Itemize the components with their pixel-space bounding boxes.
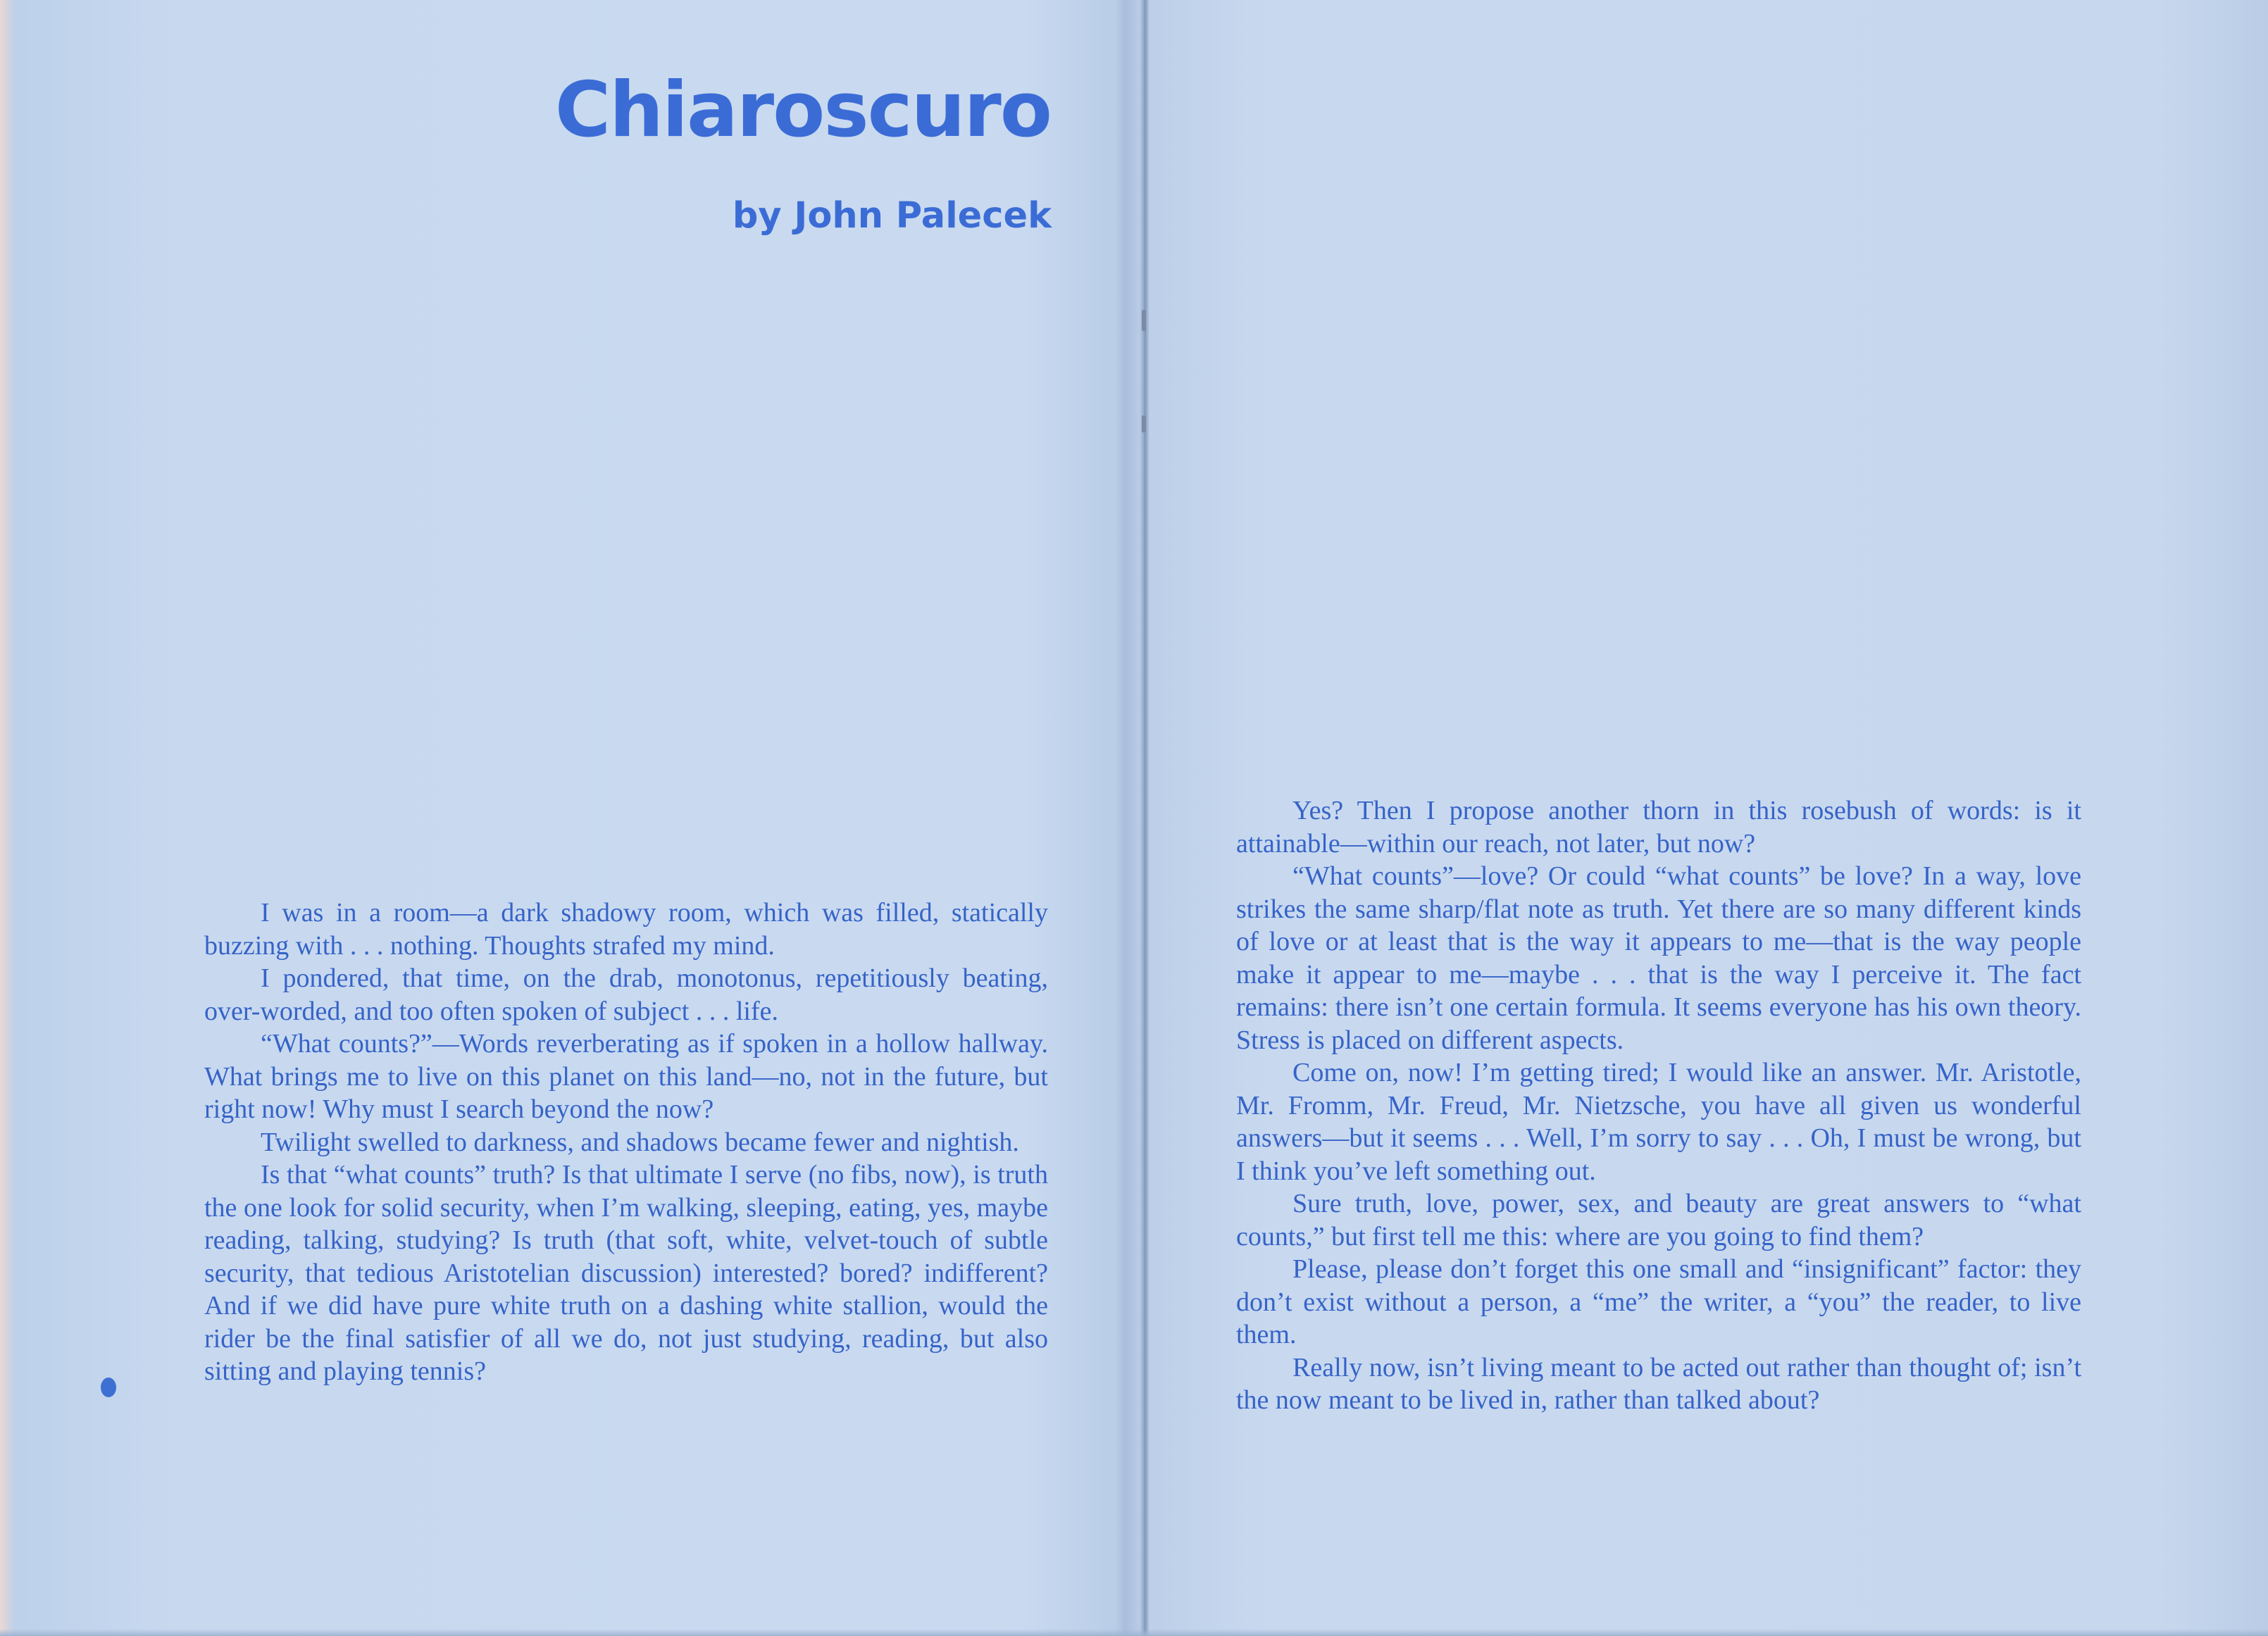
story-title: Chiaroscuro bbox=[554, 66, 1051, 154]
right-page-text bbox=[1236, 794, 2081, 1417]
paragraph: I pondered, that time, on the drab, monotonus, repetitiously beating, over-worded, and too often spoken of subject . . . life. bbox=[204, 963, 1048, 1026]
paragraph: Please, please don’t forget this one small and “insignificant” factor: they don’t exist without a person, a “me” the writer, a “you” the reader, to live them. bbox=[1236, 1254, 2081, 1349]
story-byline: by John Palecek bbox=[732, 195, 1052, 237]
staple bbox=[1142, 310, 1146, 331]
ink-blot bbox=[101, 1378, 116, 1397]
paragraph: Is that “what counts” truth? Is that ultimate I serve (no fibs, now), is truth the one look for solid security, when I’m walking, sleeping, eating, yes, maybe reading, talking, studying? Is truth (that soft, white, velvet-touch of subtle security, that tedious Aristotelian discussion) interested? bored? indifferent? And if we did have pure white truth on a dashing white stallion, would the rider be the final satisfier of all we do, not just studying, reading, but also sitting and playing tennis? bbox=[204, 1160, 1048, 1386]
paragraph: Yes? Then I propose another thorn in this rosebush of words: is it attainable—within our reach, not later, but now? bbox=[1236, 796, 2081, 858]
paragraph: “What counts?”—Words reverberating as if spoken in a hollow hallway. What brings me to live on this planet on this land—no, not in the future, but right now! Why must I search beyond the now? bbox=[204, 1029, 1048, 1124]
paragraph: Twilight swelled to darkness, and shadows became fewer and nightish. bbox=[261, 1127, 1019, 1157]
page-edge bbox=[0, 0, 15, 1636]
paragraph: “What counts”—love? Or could “what counts” be love? In a way, love strikes the same sharp/flat note as truth. Yet there are so many different kinds of love or at least that is the way it appears to me—that is the way people make it appear to me—maybe . . . that is the way I perceive it. The fact remains: there isn’t one certain formula. It seems everyone has his own theory. Stress is placed on different aspects. bbox=[1236, 861, 2081, 1055]
paragraph: Come on, now! I’m getting tired; I would like an answer. Mr. Aristotle, Mr. Fromm, Mr. Freud, Mr. Nietzsche, you have all given us wonderful answers—but it seems . . . Well, I’m sorry to say . . . Oh, I must be wrong, but I think you’ve left something out. bbox=[1236, 1058, 2081, 1186]
paragraph: I was in a room—a dark shadowy room, which was filled, statically buzzing with . . . nothing. Thoughts strafed my mind. bbox=[204, 898, 1048, 961]
paragraph: Sure truth, love, power, sex, and beauty are great answers to “what counts,” but first tell me this: where are you going to find them? bbox=[1236, 1189, 2081, 1251]
left-page-text bbox=[204, 897, 1048, 1388]
page-bottom-edge bbox=[0, 1629, 2268, 1636]
booklet-spine bbox=[1140, 0, 1149, 1636]
staple bbox=[1142, 416, 1146, 432]
paragraph: Really now, isn’t living meant to be acted out rather than thought of; isn’t the now meant to be lived in, rather than talked about? bbox=[1236, 1352, 2081, 1415]
